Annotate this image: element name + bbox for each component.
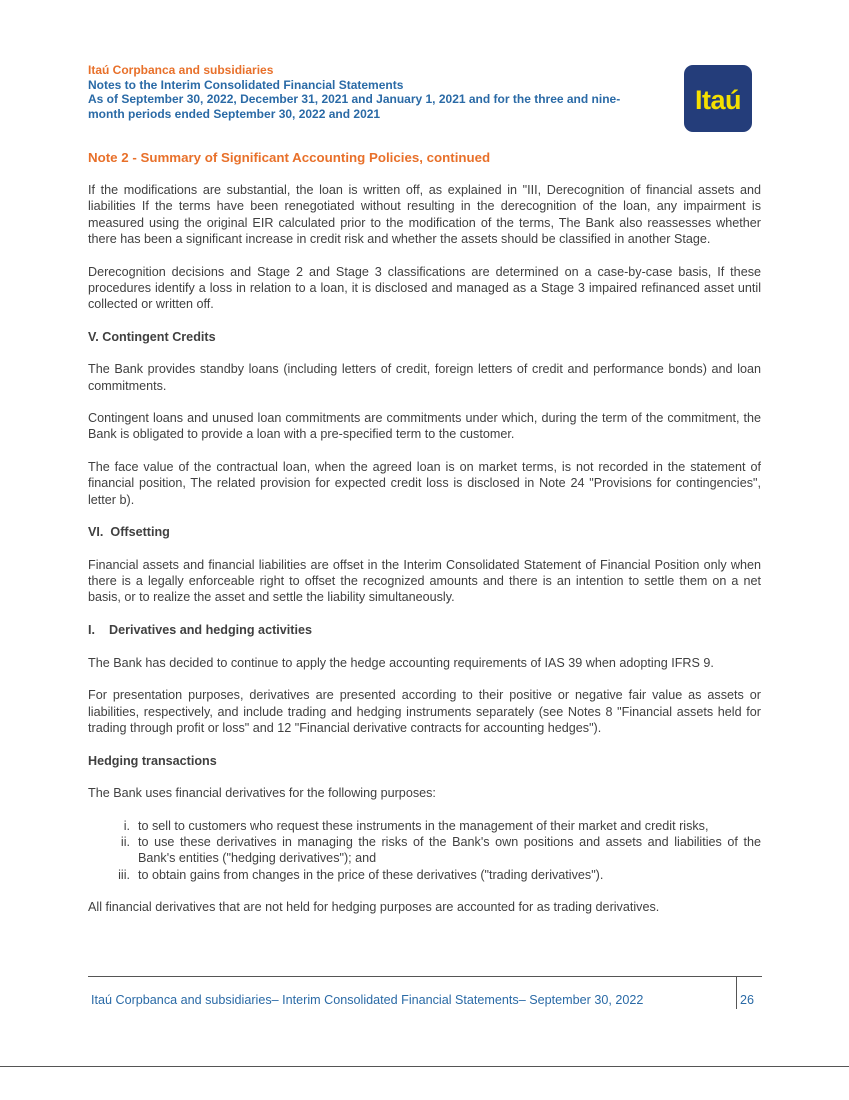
paragraph: All financial derivatives that are not held for hedging purposes are accounted for as trading derivatives. bbox=[88, 900, 660, 915]
itau-logo bbox=[684, 65, 752, 132]
page-bottom-border bbox=[0, 1066, 849, 1067]
header-period-line2: month periods ended September 30, 2022 and 2021 bbox=[88, 107, 381, 122]
purposes-list bbox=[88, 818, 761, 883]
section-heading: Hedging transactions bbox=[88, 753, 217, 768]
list-number: ii. bbox=[120, 835, 130, 850]
section-heading: VI. Offsetting bbox=[88, 525, 170, 540]
company-name: Itaú Corpbanca and subsidiaries bbox=[88, 63, 274, 77]
header-period-line1: As of September 30, 2022, December 31, 2021 and January 1, 2021 and for the three and nine- bbox=[88, 92, 621, 107]
paragraph: Derecognition decisions and Stage 2 and Stage 3 classifications are determined on a case-by-case basis, If these procedures identify a loss in relation to a loan, it is disclosed and managed as a Stage 3 impaired refinanced asset until collected or written off. bbox=[88, 264, 761, 311]
paragraph: Financial assets and financial liabilities are offset in the Interim Consolidated Statement of Financial Position only when there is a legally enforceable right to offset the recognized amounts and there is an intention to settle them on a net basis, or to realize the asset and settle the liability simultaneously. bbox=[88, 557, 761, 605]
list-text: to sell to customers who request these instruments in the management of their market and credit risks, bbox=[138, 818, 709, 833]
list-text: to obtain gains from changes in the price of these derivatives ("trading derivatives"). bbox=[138, 867, 604, 882]
logo-text: Itaú bbox=[694, 85, 741, 115]
list-item bbox=[88, 834, 761, 866]
paragraph: Contingent loans and unused loan commitments are commitments under which, during the term of the commitment, the Bank is obligated to provide a loan with a pre-specified term to the customer. bbox=[88, 411, 761, 442]
footer-page-divider bbox=[736, 976, 737, 1009]
list-number: iii. bbox=[118, 867, 130, 882]
paragraph: The Bank provides standby loans (including letters of credit, foreign letters of credit and performance bonds) and loan commitments. bbox=[88, 362, 761, 393]
header-title: Notes to the Interim Consolidated Financial Statements bbox=[88, 77, 404, 92]
paragraph: The Bank has decided to continue to apply the hedge accounting requirements of IAS 39 when adopting IFRS 9. bbox=[88, 655, 714, 670]
paragraph: For presentation purposes, derivatives are presented according to their positive or negative fair value as assets or liabilities, respectively, and include trading and hedging instruments separately (see Notes 8 "Financial assets held for trading through profit or loss" and 12 "Financial derivative contracts for accounting hedges"). bbox=[88, 688, 761, 735]
footer-divider bbox=[88, 976, 762, 977]
list-item bbox=[88, 867, 761, 883]
paragraph: The face value of the contractual loan, when the agreed loan is on market terms, is not recorded in the statement of financial position, The related provision for expected credit loss is disclosed in Note 24 "Provisions for contingencies", letter b). bbox=[88, 460, 761, 507]
section-heading: V. Contingent Credits bbox=[88, 329, 216, 344]
list-item bbox=[88, 818, 761, 834]
page-content bbox=[88, 150, 761, 932]
note-title: Note 2 - Summary of Significant Accounting Policies, continued bbox=[88, 150, 491, 165]
list-number: i. bbox=[123, 818, 130, 833]
paragraph: The Bank uses financial derivatives for the following purposes: bbox=[88, 786, 436, 801]
page-number: 26 bbox=[740, 993, 755, 1007]
footer-text: Itaú Corpbanca and subsidiaries– Interim Consolidated Financial Statements– September 30, 2022 bbox=[91, 993, 644, 1007]
page-header bbox=[88, 63, 620, 122]
list-text: to use these derivatives in managing the risks of the Bank's own positions and assets and liabilities of the Bank's entities ("hedging derivatives"); and bbox=[138, 835, 761, 866]
section-heading: I. Derivatives and hedging activities bbox=[88, 623, 312, 638]
paragraph: If the modifications are substantial, the loan is written off, as explained in "III, Derecognition of financial assets and liabilities If the terms have been renegotiated without resulting in the derecognition of the loan, any impairment is measured using the original EIR calculated prior to the modification of the terms, The Bank also reassesses whether there has been a significant increase in credit risk and whether the assets should be classified in another Stage. bbox=[88, 183, 761, 246]
